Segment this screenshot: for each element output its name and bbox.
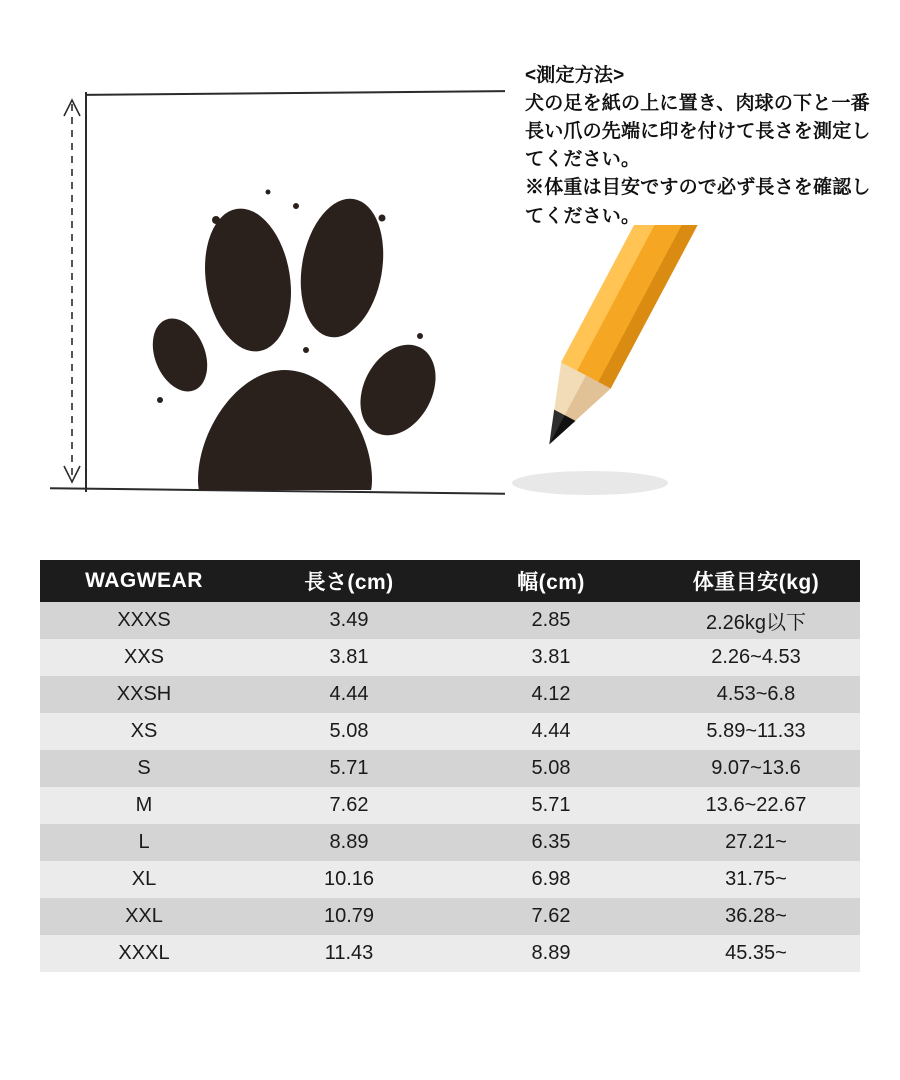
table-row bbox=[40, 824, 860, 861]
cell-width: 4.44 bbox=[450, 713, 652, 750]
cell-weight: 2.26kg以下 bbox=[652, 602, 860, 639]
cell-size: XS bbox=[40, 713, 248, 750]
cell-length: 11.43 bbox=[248, 935, 450, 972]
cell-width: 6.98 bbox=[450, 861, 652, 898]
cell-size: XXS bbox=[40, 639, 248, 676]
instructions-line-2: 長い爪の先端に印を付けて長さを測定し bbox=[525, 121, 871, 143]
table-row bbox=[40, 935, 860, 972]
cell-size: L bbox=[40, 824, 248, 861]
instructions-line-3: てください。 bbox=[525, 149, 641, 171]
table-row bbox=[40, 676, 860, 713]
cell-weight: 13.6~22.67 bbox=[652, 787, 860, 824]
cell-width: 5.71 bbox=[450, 787, 652, 824]
cell-weight: 2.26~4.53 bbox=[652, 639, 860, 676]
table-row bbox=[40, 713, 860, 750]
cell-weight: 5.89~11.33 bbox=[652, 713, 860, 750]
cell-weight: 27.21~ bbox=[652, 824, 860, 861]
instructions-heading: <測定方法> bbox=[525, 65, 625, 86]
cell-length: 3.81 bbox=[248, 639, 450, 676]
table-row bbox=[40, 861, 860, 898]
vertical-measure-arrow-icon bbox=[60, 96, 84, 486]
column-header-width: 幅(cm) bbox=[450, 560, 652, 602]
column-header-brand: WAGWEAR bbox=[40, 560, 248, 602]
cell-length: 5.08 bbox=[248, 713, 450, 750]
cell-length: 8.89 bbox=[248, 824, 450, 861]
cell-length: 4.44 bbox=[248, 676, 450, 713]
table-row bbox=[40, 750, 860, 787]
cell-size: XXSH bbox=[40, 676, 248, 713]
cell-weight: 31.75~ bbox=[652, 861, 860, 898]
column-header-length: 長さ(cm) bbox=[248, 560, 450, 602]
pencil-icon bbox=[470, 225, 700, 525]
cell-weight: 9.07~13.6 bbox=[652, 750, 860, 787]
instructions-line-5: てください。 bbox=[525, 205, 641, 227]
cell-length: 10.16 bbox=[248, 861, 450, 898]
cell-length: 7.62 bbox=[248, 787, 450, 824]
cell-weight: 4.53~6.8 bbox=[652, 676, 860, 713]
cell-width: 2.85 bbox=[450, 602, 652, 639]
table-row bbox=[40, 602, 860, 639]
cell-size: XXXS bbox=[40, 602, 248, 639]
cell-length: 3.49 bbox=[248, 602, 450, 639]
cell-size: S bbox=[40, 750, 248, 787]
size-chart-table bbox=[40, 560, 860, 972]
instructions-line-4: ※体重は目安ですので必ず長さを確認し bbox=[525, 177, 871, 199]
table-row bbox=[40, 787, 860, 824]
measuring-instructions bbox=[525, 62, 895, 231]
paper-edge-top bbox=[85, 90, 505, 96]
cell-length: 5.71 bbox=[248, 750, 450, 787]
cell-width: 6.35 bbox=[450, 824, 652, 861]
column-header-weight: 体重目安(kg) bbox=[652, 560, 860, 602]
cell-size: M bbox=[40, 787, 248, 824]
dog-paw-print-icon bbox=[120, 100, 450, 490]
cell-width: 4.12 bbox=[450, 676, 652, 713]
table-row bbox=[40, 898, 860, 935]
cell-length: 10.79 bbox=[248, 898, 450, 935]
cell-width: 3.81 bbox=[450, 639, 652, 676]
table-row bbox=[40, 639, 860, 676]
table-header-row bbox=[40, 560, 860, 602]
cell-width: 8.89 bbox=[450, 935, 652, 972]
cell-size: XXL bbox=[40, 898, 248, 935]
cell-width: 7.62 bbox=[450, 898, 652, 935]
cell-size: XXXL bbox=[40, 935, 248, 972]
cell-size: XL bbox=[40, 861, 248, 898]
cell-width: 5.08 bbox=[450, 750, 652, 787]
cell-weight: 45.35~ bbox=[652, 935, 860, 972]
instructions-line-1: 犬の足を紙の上に置き、肉球の下と一番 bbox=[525, 93, 870, 115]
cell-weight: 36.28~ bbox=[652, 898, 860, 935]
paper-edge-left bbox=[85, 92, 87, 492]
